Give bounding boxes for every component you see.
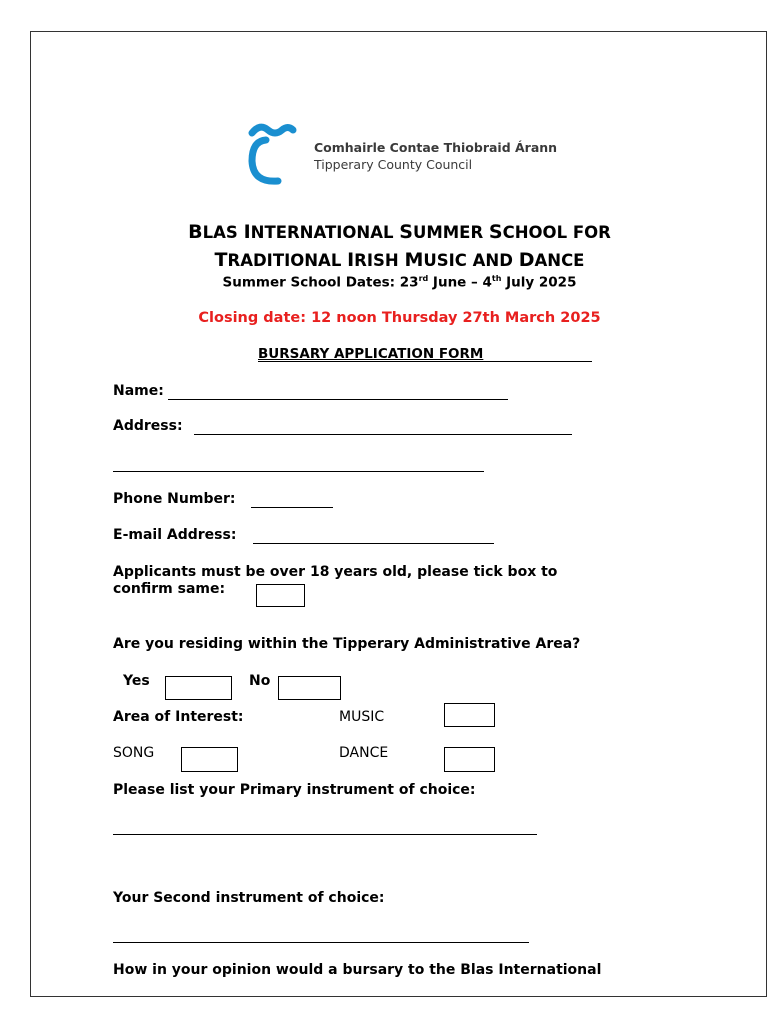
title-line-1: BLAS INTERNATIONAL SUMMER SCHOOL FOR bbox=[188, 221, 611, 243]
phone-label: Phone Number: bbox=[113, 491, 236, 507]
age-requirement-text-1: Applicants must be over 18 years old, please tick box to bbox=[113, 564, 558, 580]
bursary-opinion-question: How in your opinion would a bursary to the Blas International bbox=[113, 962, 602, 978]
primary-instrument-field[interactable] bbox=[113, 834, 537, 835]
song-label: SONG bbox=[113, 745, 155, 761]
form-heading-underline bbox=[258, 361, 592, 362]
music-checkbox[interactable] bbox=[444, 703, 495, 727]
music-label: MUSIC bbox=[339, 709, 385, 725]
document-page bbox=[30, 31, 767, 997]
no-checkbox[interactable] bbox=[278, 676, 341, 700]
title-line-2: TRADITIONAL IRISH MUSIC AND DANCE bbox=[214, 249, 585, 271]
yes-label: Yes bbox=[123, 673, 150, 689]
address-field-line-2[interactable] bbox=[113, 471, 484, 472]
form-heading: BURSARY APPLICATION FORM bbox=[258, 346, 484, 362]
phone-field[interactable] bbox=[251, 507, 333, 508]
residing-question: Are you residing within the Tipperary Administrative Area? bbox=[113, 636, 581, 652]
no-label: No bbox=[249, 673, 271, 689]
email-label: E-mail Address: bbox=[113, 527, 237, 543]
primary-instrument-label: Please list your Primary instrument of choice: bbox=[113, 782, 476, 798]
age-requirement-text-2: confirm same: bbox=[113, 581, 226, 597]
yes-checkbox[interactable] bbox=[165, 676, 232, 700]
dance-label: DANCE bbox=[339, 745, 389, 761]
second-instrument-field[interactable] bbox=[113, 942, 529, 943]
dance-checkbox[interactable] bbox=[444, 747, 495, 772]
email-field[interactable] bbox=[253, 543, 494, 544]
tipperary-council-logo-icon bbox=[238, 121, 308, 191]
logo-irish-name: Comhairle Contae Thiobraid Árann bbox=[314, 140, 558, 155]
song-checkbox[interactable] bbox=[181, 747, 238, 772]
logo-english-name: Tipperary County Council bbox=[314, 157, 473, 172]
summer-school-dates: Summer School Dates: 23rd June – 4th July 2025 bbox=[222, 274, 577, 291]
second-instrument-label: Your Second instrument of choice: bbox=[113, 890, 385, 906]
age-confirm-checkbox[interactable] bbox=[256, 584, 305, 607]
area-of-interest-label: Area of Interest: bbox=[113, 709, 244, 725]
name-field[interactable] bbox=[168, 399, 508, 400]
address-field-line-1[interactable] bbox=[194, 434, 572, 435]
name-label: Name: bbox=[113, 383, 164, 399]
address-label: Address: bbox=[113, 418, 183, 434]
logo-text bbox=[314, 139, 557, 173]
closing-date: Closing date: 12 noon Thursday 27th March 2025 bbox=[198, 310, 601, 326]
